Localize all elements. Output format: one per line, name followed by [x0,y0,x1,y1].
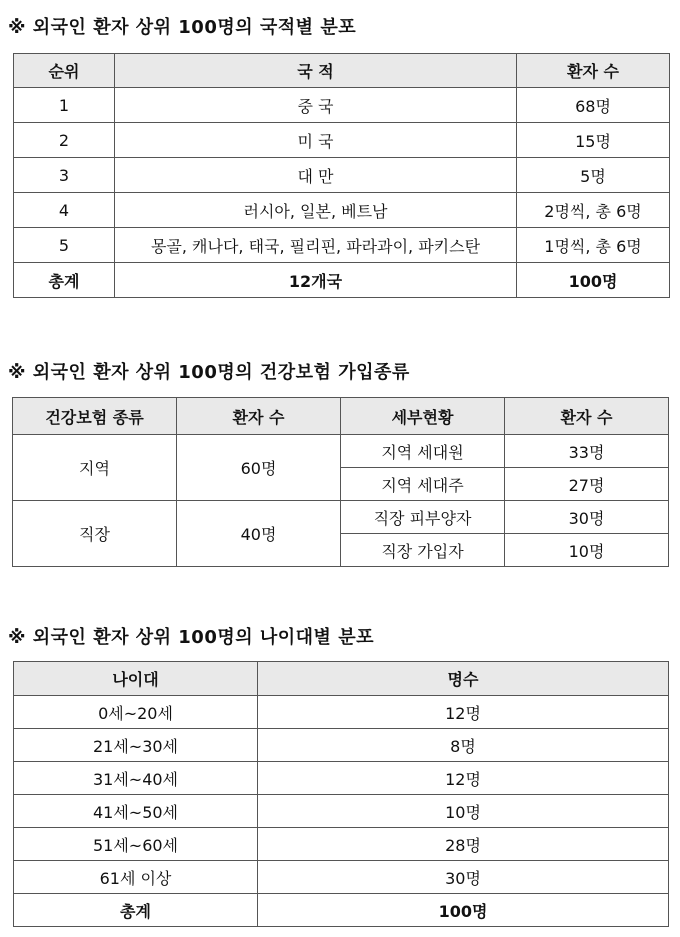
insurance-table [12,397,669,567]
count-cell: 30명 [258,861,669,894]
insurance-type-cell: 지역 [13,435,177,501]
nationality-table [13,53,670,298]
table-header-row [14,54,670,88]
insurance-type-cell: 직장 [13,501,177,567]
nationality-cell: 러시아, 일본, 베트남 [115,193,517,228]
insurance-section-title: ※ 외국인 환자 상위 100명의 건강보험 가입종류 [8,362,410,383]
total-count: 100명 [258,894,669,927]
table-row [14,123,670,158]
table-row [14,696,669,729]
rank-cell: 1 [14,88,115,123]
count-cell: 8명 [258,729,669,762]
patient-count-cell: 68명 [517,88,670,123]
detail-cell: 직장 가입자 [341,534,505,567]
table-row [13,501,669,534]
rank-cell: 5 [14,228,115,263]
table-row [14,861,669,894]
column-header-nationality: 국 적 [115,54,517,88]
age-group-cell: 61세 이상 [14,861,258,894]
total-countries: 12개국 [115,263,517,298]
table-row [14,795,669,828]
table-row [14,158,670,193]
table-header-row [14,662,669,696]
age-table [13,661,669,927]
patient-count-cell: 2명씩, 총 6명 [517,193,670,228]
column-header-rank: 순위 [14,54,115,88]
nationality-cell: 중 국 [115,88,517,123]
table-row [14,828,669,861]
patient-count-cell: 5명 [517,158,670,193]
age-section-title: ※ 외국인 환자 상위 100명의 나이대별 분포 [8,627,374,648]
column-header-insurance-type: 건강보험 종류 [13,398,177,435]
table-row [14,228,670,263]
column-header-detail: 세부현황 [341,398,505,435]
column-header-detail-count: 환자 수 [505,398,669,435]
rank-cell: 4 [14,193,115,228]
total-row [14,894,669,927]
patient-count-cell: 40명 [177,501,341,567]
nationality-cell: 대 만 [115,158,517,193]
age-group-cell: 31세~40세 [14,762,258,795]
count-cell: 12명 [258,762,669,795]
nationality-cell: 미 국 [115,123,517,158]
column-header-age-group: 나이대 [14,662,258,696]
age-group-cell: 21세~30세 [14,729,258,762]
total-patients: 100명 [517,263,670,298]
total-label: 총계 [14,263,115,298]
detail-count-cell: 10명 [505,534,669,567]
detail-count-cell: 33명 [505,435,669,468]
table-row [14,762,669,795]
age-group-cell: 51세~60세 [14,828,258,861]
table-row [13,435,669,468]
table-header-row [13,398,669,435]
rank-cell: 3 [14,158,115,193]
age-group-cell: 0세~20세 [14,696,258,729]
detail-cell: 직장 피부양자 [341,501,505,534]
column-header-count: 명수 [258,662,669,696]
detail-count-cell: 30명 [505,501,669,534]
table-row [14,193,670,228]
detail-count-cell: 27명 [505,468,669,501]
table-row [14,729,669,762]
patient-count-cell: 60명 [177,435,341,501]
detail-cell: 지역 세대원 [341,435,505,468]
total-row [14,263,670,298]
rank-cell: 2 [14,123,115,158]
column-header-patient-count: 환자 수 [517,54,670,88]
table-row [14,88,670,123]
count-cell: 10명 [258,795,669,828]
detail-cell: 지역 세대주 [341,468,505,501]
count-cell: 28명 [258,828,669,861]
nationality-cell: 몽골, 캐나다, 태국, 필리핀, 파라과이, 파키스탄 [115,228,517,263]
patient-count-cell: 1명씩, 총 6명 [517,228,670,263]
count-cell: 12명 [258,696,669,729]
patient-count-cell: 15명 [517,123,670,158]
nationality-section-title: ※ 외국인 환자 상위 100명의 국적별 분포 [8,17,357,38]
total-label: 총계 [14,894,258,927]
column-header-patient-count: 환자 수 [177,398,341,435]
age-group-cell: 41세~50세 [14,795,258,828]
